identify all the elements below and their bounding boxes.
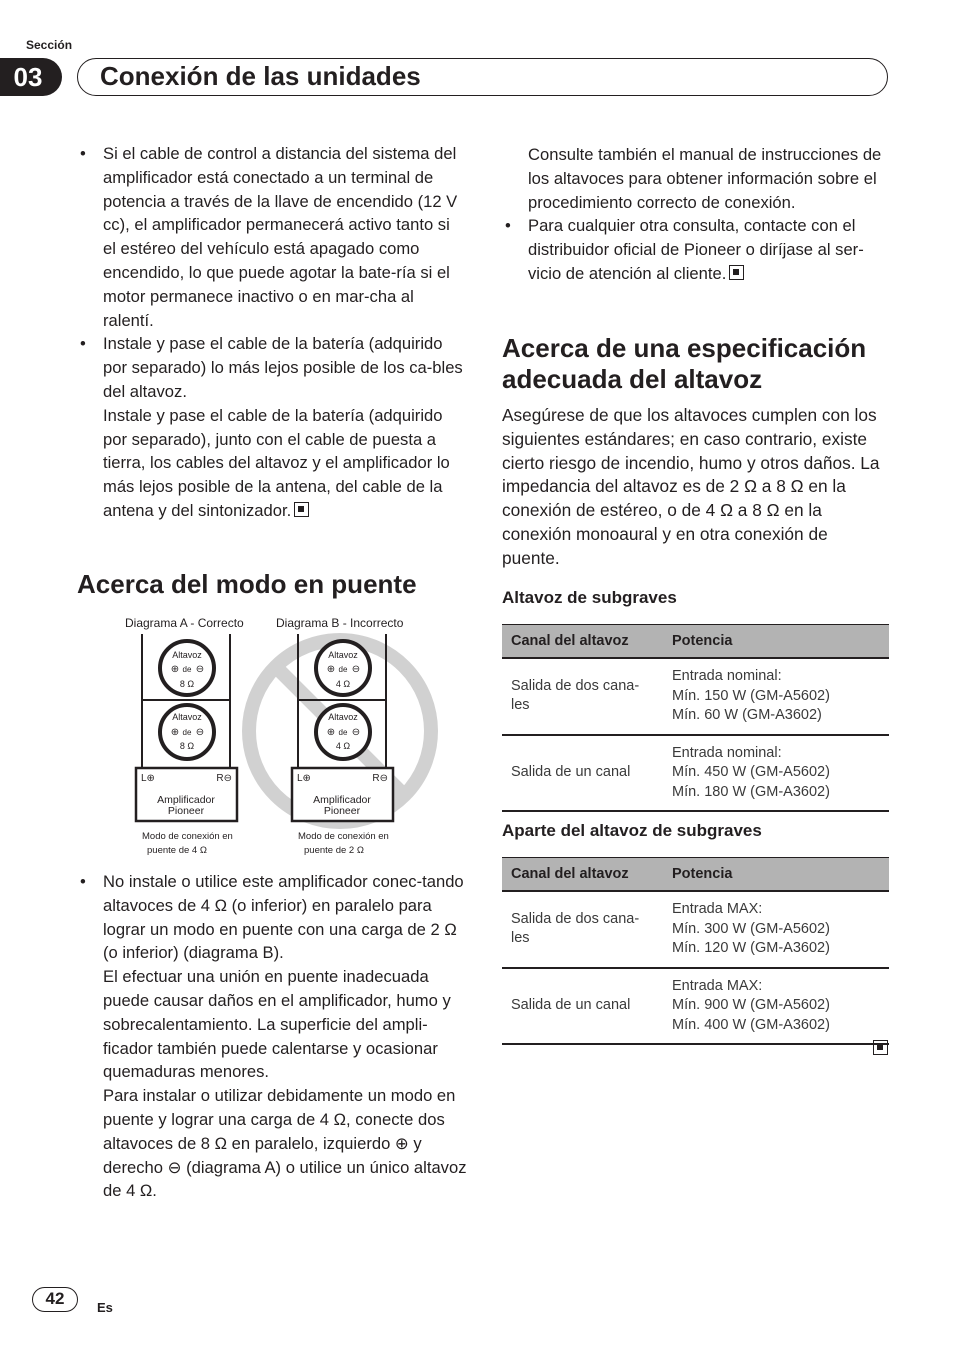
svg-text:Altavoz: Altavoz xyxy=(328,712,358,722)
svg-text:Altavoz: Altavoz xyxy=(172,712,202,722)
bullet-remote-cable xyxy=(77,142,467,332)
table-cell: Entrada nominal: Mín. 150 W (GM-A5602) Mín. 60 W (GM-A3602) xyxy=(663,658,889,735)
svg-text:L⊕: L⊕ xyxy=(297,773,311,784)
svg-text:⊕: ⊕ xyxy=(170,664,180,675)
table-header: Potencia xyxy=(663,858,889,892)
svg-text:Modo de conexión en: Modo de conexión en xyxy=(298,831,389,842)
svg-text:de: de xyxy=(338,728,348,737)
language-code: Es xyxy=(97,1300,113,1315)
svg-text:⊕: ⊕ xyxy=(326,664,336,675)
svg-text:R⊖: R⊖ xyxy=(216,773,232,784)
svg-text:de: de xyxy=(182,728,192,737)
subheading-subwoofer: Altavoz de subgraves xyxy=(502,588,677,607)
table-row xyxy=(502,968,889,1045)
svg-text:puente de 4 Ω: puente de 4 Ω xyxy=(147,845,207,856)
svg-text:de: de xyxy=(338,665,348,674)
table-header: Potencia xyxy=(663,625,889,659)
table-cell: Salida de un canal xyxy=(502,968,663,1045)
bullet-text: Si el cable de control a distancia del sistema del amplificador está conectado a un terminal de potencia a través de la llave de encendido (12 V cc), el amplificador permanecerá activo tanto si el estéreo del vehículo está apagado como encendido, lo que puede agotar la bate-ría si el motor permanece inactivo o en mar-cha al ralentí. xyxy=(103,144,458,330)
svg-text:Amplificador: Amplificador xyxy=(313,794,371,806)
section-title: Conexión de las unidades xyxy=(77,58,888,96)
svg-text:8 Ω: 8 Ω xyxy=(179,741,195,751)
diagram-b-title: Diagrama B - Incorrecto xyxy=(276,616,404,630)
subheading-non-subwoofer: Aparte del altavoz de subgraves xyxy=(502,821,762,840)
table-cell: Entrada MAX: Mín. 900 W (GM-A5602) Mín. 400 W (GM-A3602) xyxy=(663,968,889,1045)
svg-text:L⊕: L⊕ xyxy=(141,773,155,784)
table-non-subwoofer xyxy=(502,857,889,1045)
left-column-bottom xyxy=(77,870,469,1203)
bullet-text: Para cualquier otra consulta, contacte con el distribuidor oficial de Pioneer o diríjase al ser-vicio de atención al cliente. xyxy=(528,216,864,283)
table-subwoofer xyxy=(502,624,889,812)
speaker-a2-icon xyxy=(160,705,214,759)
bullet-battery-cable xyxy=(77,332,467,522)
table-cell: Entrada MAX: Mín. 300 W (GM-A5602) Mín. 120 W (GM-A3602) xyxy=(663,891,889,968)
end-mark-icon xyxy=(729,265,744,280)
spec-paragraph: Asegúrese de que los altavoces cumplen con los siguientes estándares; en caso contrario, existe cierto riesgo de incendio, humo y otros daños. La impedancia del altavoz es de 2 Ω a 8 Ω en la conexión de estéreo, o de 4 Ω a 8 Ω en la conexión monoaural y en otra conexión de puente. xyxy=(502,405,880,568)
svg-text:R⊖: R⊖ xyxy=(372,773,388,784)
svg-text:Pioneer: Pioneer xyxy=(323,805,361,817)
svg-text:Amplificador: Amplificador xyxy=(157,794,215,806)
svg-text:de: de xyxy=(182,665,192,674)
svg-text:⊖: ⊖ xyxy=(351,727,361,738)
continued-text: Consulte también el manual de instrucciones de los altavoces para obtener información sobre el procedimiento correcto de conexión. xyxy=(528,145,882,212)
table-row xyxy=(502,735,889,812)
table-row xyxy=(502,891,889,968)
table-cell: Salida de dos cana-les xyxy=(502,658,663,735)
heading-speaker-spec: Acerca de una especificación adecuada del altavoz xyxy=(502,333,867,394)
svg-text:⊕: ⊕ xyxy=(170,727,180,738)
svg-text:4 Ω: 4 Ω xyxy=(335,741,351,751)
speaker-b1-icon xyxy=(316,641,370,695)
section-label: Sección xyxy=(26,38,73,52)
bullet-text: Para instalar o utilizar debidamente un modo en puente y lograr una carga de 4 Ω, conecte dos altavoces de 8 Ω en paralelo, izquierdo ⊕ y derecho ⊖ (diagrama A) o utilice un único altavoz de 4 Ω. xyxy=(103,1086,467,1201)
bullet-text: Instale y pase el cable de la batería (adquirido por separado), junto con el cable de puesta a tierra, los cables del altavoz y el amplificador lo más lejos posible de la antena, del cable de la antena y del sintonizador. xyxy=(103,405,450,520)
table-header: Canal del altavoz xyxy=(502,625,663,659)
svg-text:Modo de conexión en: Modo de conexión en xyxy=(142,831,233,842)
bullet-bridge-warning xyxy=(77,870,469,1203)
end-mark-icon xyxy=(873,1040,888,1055)
page-number: 42 xyxy=(32,1287,78,1312)
svg-text:⊕: ⊕ xyxy=(326,727,336,738)
svg-text:8 Ω: 8 Ω xyxy=(179,679,195,689)
bullet-text: • No instale o utilice este amplificador conec-tando altavoces de 4 Ω (o inferior) en paralelo para lograr un modo en puente con una carga de 2 Ω (o inferior) (diagrama B). xyxy=(103,872,464,963)
svg-text:⊖: ⊖ xyxy=(351,664,361,675)
diagram-a-title: Diagrama A - Correcto xyxy=(125,616,244,630)
table-row xyxy=(502,658,889,735)
svg-text:⊖: ⊖ xyxy=(195,664,205,675)
right-column-top xyxy=(502,143,892,286)
section-number-badge: 03 xyxy=(0,58,62,96)
bullet-text: El efectuar una unión en puente inadecuada puede causar daños en el amplificador, humo y sobrecalentamiento. La superficie del ampli-ficador también puede calentarse y ocasionar quemaduras menores. xyxy=(103,967,451,1082)
heading-bridge-mode: Acerca del modo en puente xyxy=(77,569,417,599)
table-cell: Salida de un canal xyxy=(502,735,663,812)
speaker-b2-icon xyxy=(316,705,370,759)
table-cell: Salida de dos cana-les xyxy=(502,891,663,968)
end-mark-icon xyxy=(294,502,309,517)
speaker-a1-icon xyxy=(160,641,214,695)
svg-text:Pioneer: Pioneer xyxy=(167,805,205,817)
table-cell: Entrada nominal: Mín. 450 W (GM-A5602) Mín. 180 W (GM-A3602) xyxy=(663,735,889,812)
bullet-text: • Instale y pase el cable de la batería (adquirido por separado) lo más lejos posible de los ca-bles del altavoz. xyxy=(103,334,463,401)
svg-text:Altavoz: Altavoz xyxy=(172,650,202,660)
svg-text:Altavoz: Altavoz xyxy=(328,650,358,660)
bullet-contact xyxy=(502,214,892,285)
left-column-top xyxy=(77,142,467,523)
table-header: Canal del altavoz xyxy=(502,858,663,892)
svg-text:4 Ω: 4 Ω xyxy=(335,679,351,689)
bridge-diagram xyxy=(118,608,448,858)
svg-text:puente de 2 Ω: puente de 2 Ω xyxy=(304,845,364,856)
svg-text:⊖: ⊖ xyxy=(195,727,205,738)
